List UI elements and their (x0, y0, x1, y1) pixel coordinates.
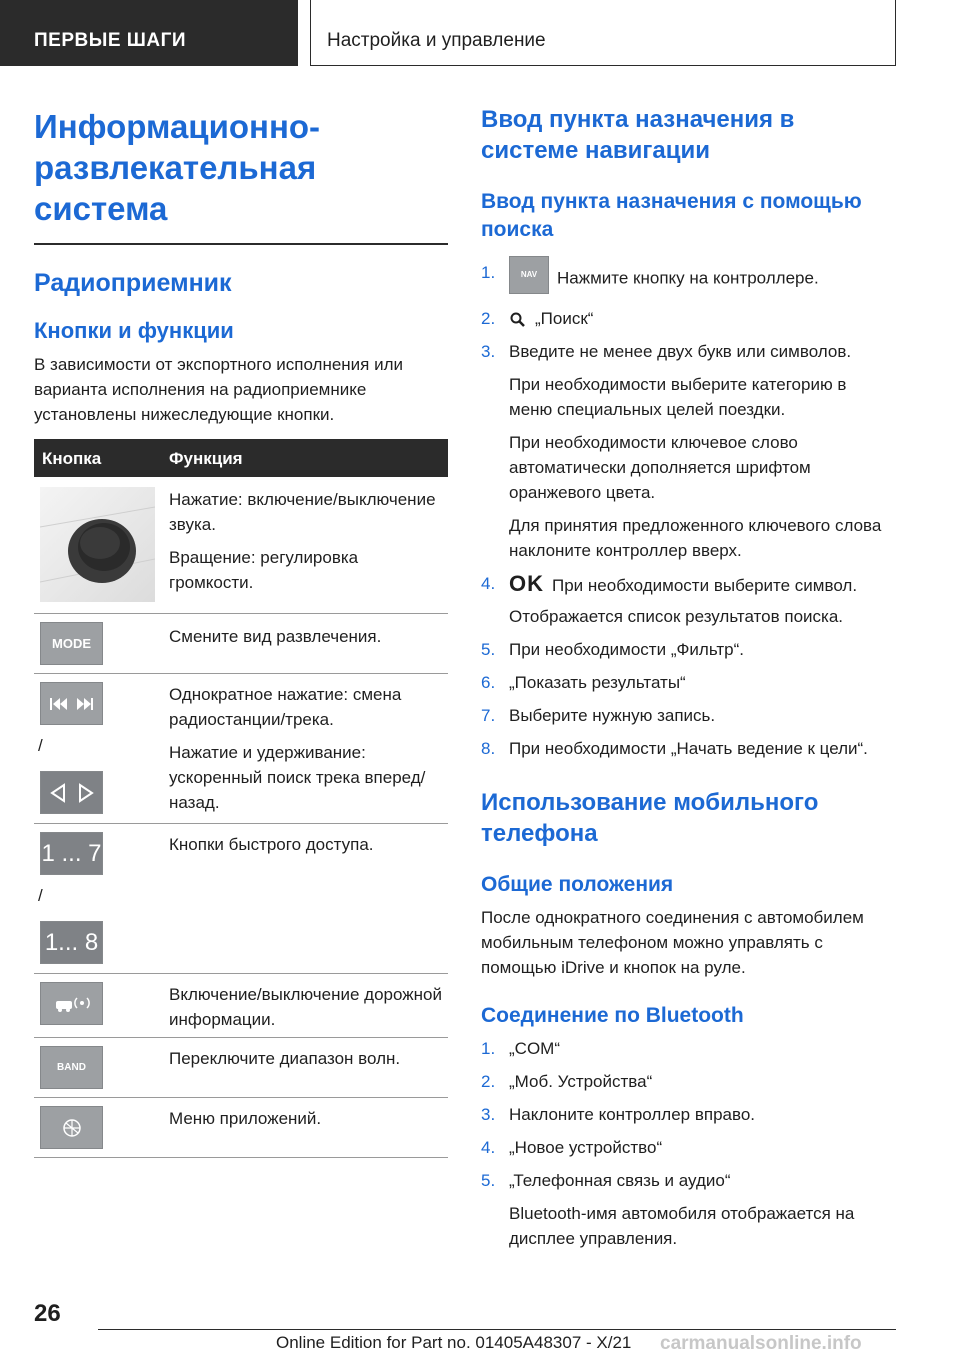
step-number: 5. (481, 1171, 496, 1190)
step-text: Введите не менее двух букв или символов. (509, 342, 852, 361)
step-text: При необходимости „Начать ведение к цели“. (509, 739, 868, 758)
table-row (34, 674, 448, 824)
function-cell (169, 982, 444, 1032)
table-header (34, 439, 448, 477)
page-number: 26 (34, 1300, 61, 1327)
step-text: При необходимости выберите символ. (552, 576, 858, 595)
left-right-arrows-icon (42, 781, 102, 805)
function-cell (169, 1106, 444, 1131)
function-text: Кнопки быстрого доступа. (169, 835, 374, 854)
list-item (481, 1036, 893, 1061)
separator: / (38, 736, 43, 755)
table-row (34, 1038, 448, 1098)
mode-button-icon: MODE (40, 622, 103, 665)
step-text: „Телефонная связь и аудио“ (509, 1171, 731, 1190)
buttons-table (34, 439, 448, 1158)
step-text: „COM“ (509, 1039, 560, 1058)
col-header-function: Функция (169, 449, 243, 468)
function-text: Однократное нажатие: смена радиостанции/трека. (169, 685, 402, 729)
page-title (34, 106, 448, 229)
col-header-button: Кнопка (42, 449, 102, 468)
step-text: Нажмите кнопку на контроллере. (557, 268, 819, 288)
intro-text: В зависимости от экспортного исполнения или варианта исполнения на радиоприемнике установлены нижеследующие кнопки. (34, 355, 404, 424)
list-item (481, 260, 893, 298)
ok-icon: OK (509, 571, 544, 596)
function-text: Включение/выключение дорожной информации. (169, 985, 442, 1029)
function-text: Вращение: регулировка громкости. (169, 548, 359, 592)
watermark: carmanualsonline.info (660, 1333, 862, 1354)
favourites-7-icon: 1 ... 7 (40, 832, 103, 875)
step-number: 3. (481, 342, 496, 361)
list-item (481, 306, 893, 331)
search-icon (509, 311, 527, 329)
list-item (481, 670, 893, 695)
bluetooth-heading: Соединение по Bluetooth (481, 1004, 744, 1027)
footer-edition: Online Edition for Part no. 01405A48307 - X/21 (276, 1333, 632, 1352)
section-heading: Кнопки и функции (34, 318, 234, 343)
step-number: 2. (481, 309, 496, 328)
list-item (481, 571, 893, 598)
skip-prev-next-icon (42, 694, 102, 714)
step-number: 5. (481, 640, 496, 659)
band-button-icon: BAND (40, 1046, 103, 1089)
step-number: 1. (481, 1039, 496, 1058)
arrow-buttons-icon (40, 771, 103, 814)
step-text: „Новое устройство“ (509, 1138, 663, 1157)
step-number: 3. (481, 1105, 496, 1124)
step-note: При необходимости ключевое слово автоматически дополняется шрифтом оранжевого цвета. (509, 433, 811, 502)
step-text: „Поиск“ (535, 309, 594, 328)
page-title-line2: развлекательная система (34, 149, 317, 227)
phone-heading: Использование мобильного телефона (481, 789, 819, 847)
left-column (34, 106, 448, 1158)
knob-image (40, 487, 155, 602)
nav-button-icon: NAV (509, 256, 549, 294)
step-text: „Показать результаты“ (509, 673, 686, 692)
seek-button-icon (40, 682, 103, 725)
function-text: Нажатие: включение/выключение звука. (169, 490, 436, 534)
function-cell (169, 1046, 444, 1071)
list-item (481, 1069, 893, 1094)
step-text: При необходимости „Фильтр“. (509, 640, 744, 659)
function-text: Переключите диапазон волн. (169, 1049, 401, 1068)
footer-divider (98, 1329, 896, 1330)
function-text: Смените вид развлечения. (169, 627, 382, 646)
step-note: Для принятия предложенного ключевого слова наклоните контроллер вверх. (509, 516, 882, 560)
search-heading: Ввод пункта назначения с помощью поиска (481, 190, 862, 241)
step-text: Выберите нужную запись. (509, 706, 716, 725)
general-text: После однократного соединения с автомобилем мобильным телефоном можно управлять с помощью iDrive и кнопок на руле. (481, 908, 864, 977)
step-number: 4. (481, 574, 496, 593)
navigation-heading: Ввод пункта назначения в системе навигации (481, 106, 795, 164)
list-item (481, 1168, 893, 1193)
step-note: При необходимости выберите категорию в меню специальных целей поездки. (509, 375, 847, 419)
volume-knob-icon (40, 487, 155, 602)
function-text: Меню приложений. (169, 1109, 322, 1128)
right-column (481, 104, 893, 1251)
list-item (481, 1135, 893, 1160)
title-divider (34, 243, 448, 245)
header-section: ПЕРВЫЕ ШАГИ (0, 0, 298, 66)
function-cell (169, 682, 444, 815)
page-title-line1: Информационно- (34, 108, 321, 145)
bluetooth-steps (481, 1036, 893, 1251)
table-row (34, 824, 448, 974)
table-row (34, 1098, 448, 1158)
header-chapter: Настройка и управление (310, 0, 896, 66)
step-number: 7. (481, 706, 496, 725)
function-cell (169, 832, 444, 857)
list-item (481, 736, 893, 761)
table-row (34, 477, 448, 614)
step-number: 8. (481, 739, 496, 758)
step-text: „Моб. Устройства“ (509, 1072, 653, 1091)
step-number: 6. (481, 673, 496, 692)
list-item (481, 339, 893, 364)
list-item (481, 1102, 893, 1127)
favourites-8-icon: 1... 8 (40, 921, 103, 964)
step-note: Отображается список результатов поиска. (509, 607, 844, 626)
step-number: 4. (481, 1138, 496, 1157)
function-cell (169, 624, 444, 649)
step-note: Bluetooth-имя автомобиля отображается на дисплее управления. (509, 1204, 855, 1248)
step-text: Наклоните контроллер вправо. (509, 1105, 756, 1124)
function-text: Нажатие и удерживание: ускоренный поиск трека вперед/назад. (169, 743, 426, 812)
general-heading: Общие положения (481, 873, 674, 896)
table-row (34, 614, 448, 674)
search-steps (481, 260, 893, 761)
list-item (481, 703, 893, 728)
function-cell (169, 487, 444, 595)
apps-menu-icon (40, 1106, 103, 1149)
table-row (34, 974, 448, 1038)
step-number: 2. (481, 1072, 496, 1091)
list-item (481, 637, 893, 662)
separator: / (38, 886, 43, 905)
subtitle: Радиоприемник (34, 269, 232, 297)
traffic-info-icon (40, 982, 103, 1025)
step-number: 1. (481, 263, 496, 282)
